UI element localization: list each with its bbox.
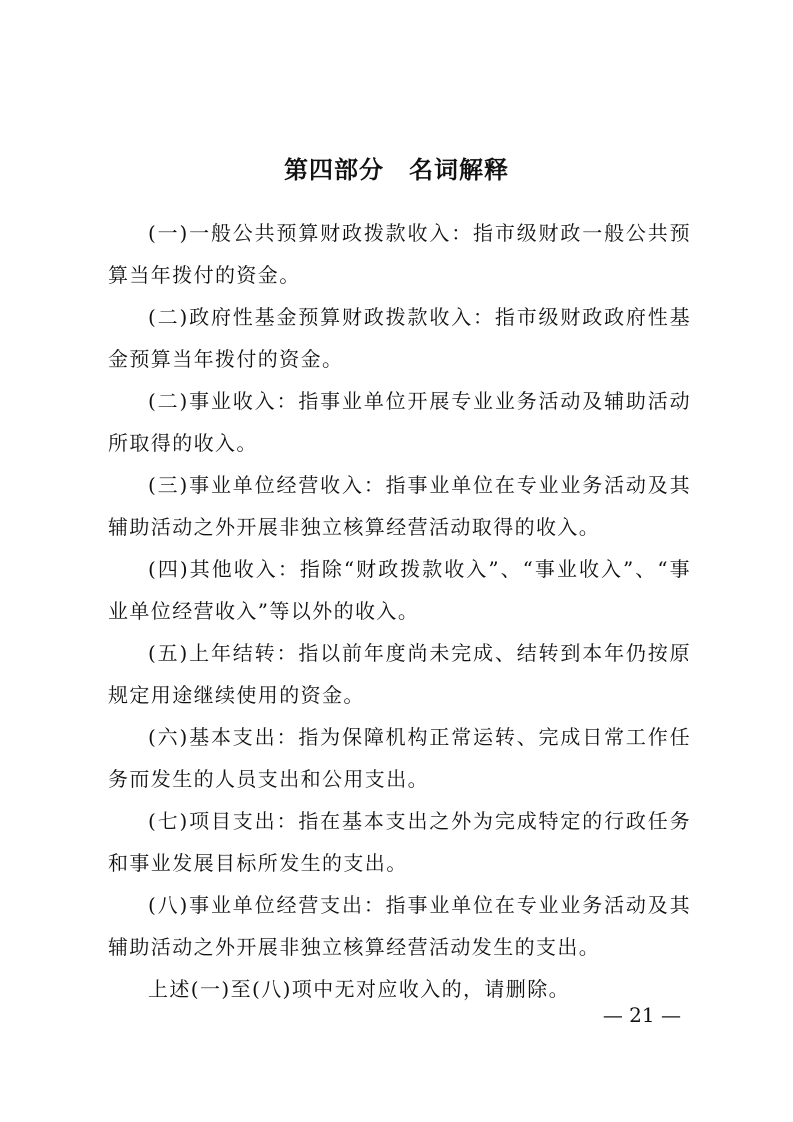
page-title: 第四部分 名词解释 (284, 156, 509, 185)
definition-paragraph: (六)基本支出：指为保障机构正常运转、完成日常工作任务而发生的人员支出和公用支出。 (108, 725, 691, 791)
page-number: — 21 — (602, 1003, 681, 1027)
definition-paragraph: (三)事业单位经营收入：指事业单位在专业业务活动及其辅助活动之外开展非独立核算经营活动取得的收入。 (108, 473, 691, 539)
document-body (108, 212, 691, 1010)
definition-paragraph: (二)政府性基金预算财政拨款收入：指市级财政政府性基金预算当年拨付的资金。 (108, 305, 691, 371)
definition-paragraph: (一)一般公共预算财政拨款收入：指市级财政一般公共预算当年拨付的资金。 (108, 221, 691, 287)
definition-paragraph: (八)事业单位经营支出：指事业单位在专业业务活动及其辅助活动之外开展非独立核算经营活动发生的支出。 (108, 893, 691, 959)
definition-paragraph: (五)上年结转：指以前年度尚未完成、结转到本年仍按原规定用途继续使用的资金。 (108, 641, 691, 707)
closing-note: 上述(一)至(八)项中无对应收入的，请删除。 (148, 977, 571, 1001)
definition-paragraph: (七)项目支出：指在基本支出之外为完成特定的行政任务和事业发展目标所发生的支出。 (108, 809, 691, 875)
definition-paragraph: (二)事业收入：指事业单位开展专业业务活动及辅助活动所取得的收入。 (108, 389, 691, 455)
definition-paragraph: (四)其他收入：指除“财政拨款收入”、“事业收入”、“事业单位经营收入”等以外的收入。 (108, 557, 691, 623)
